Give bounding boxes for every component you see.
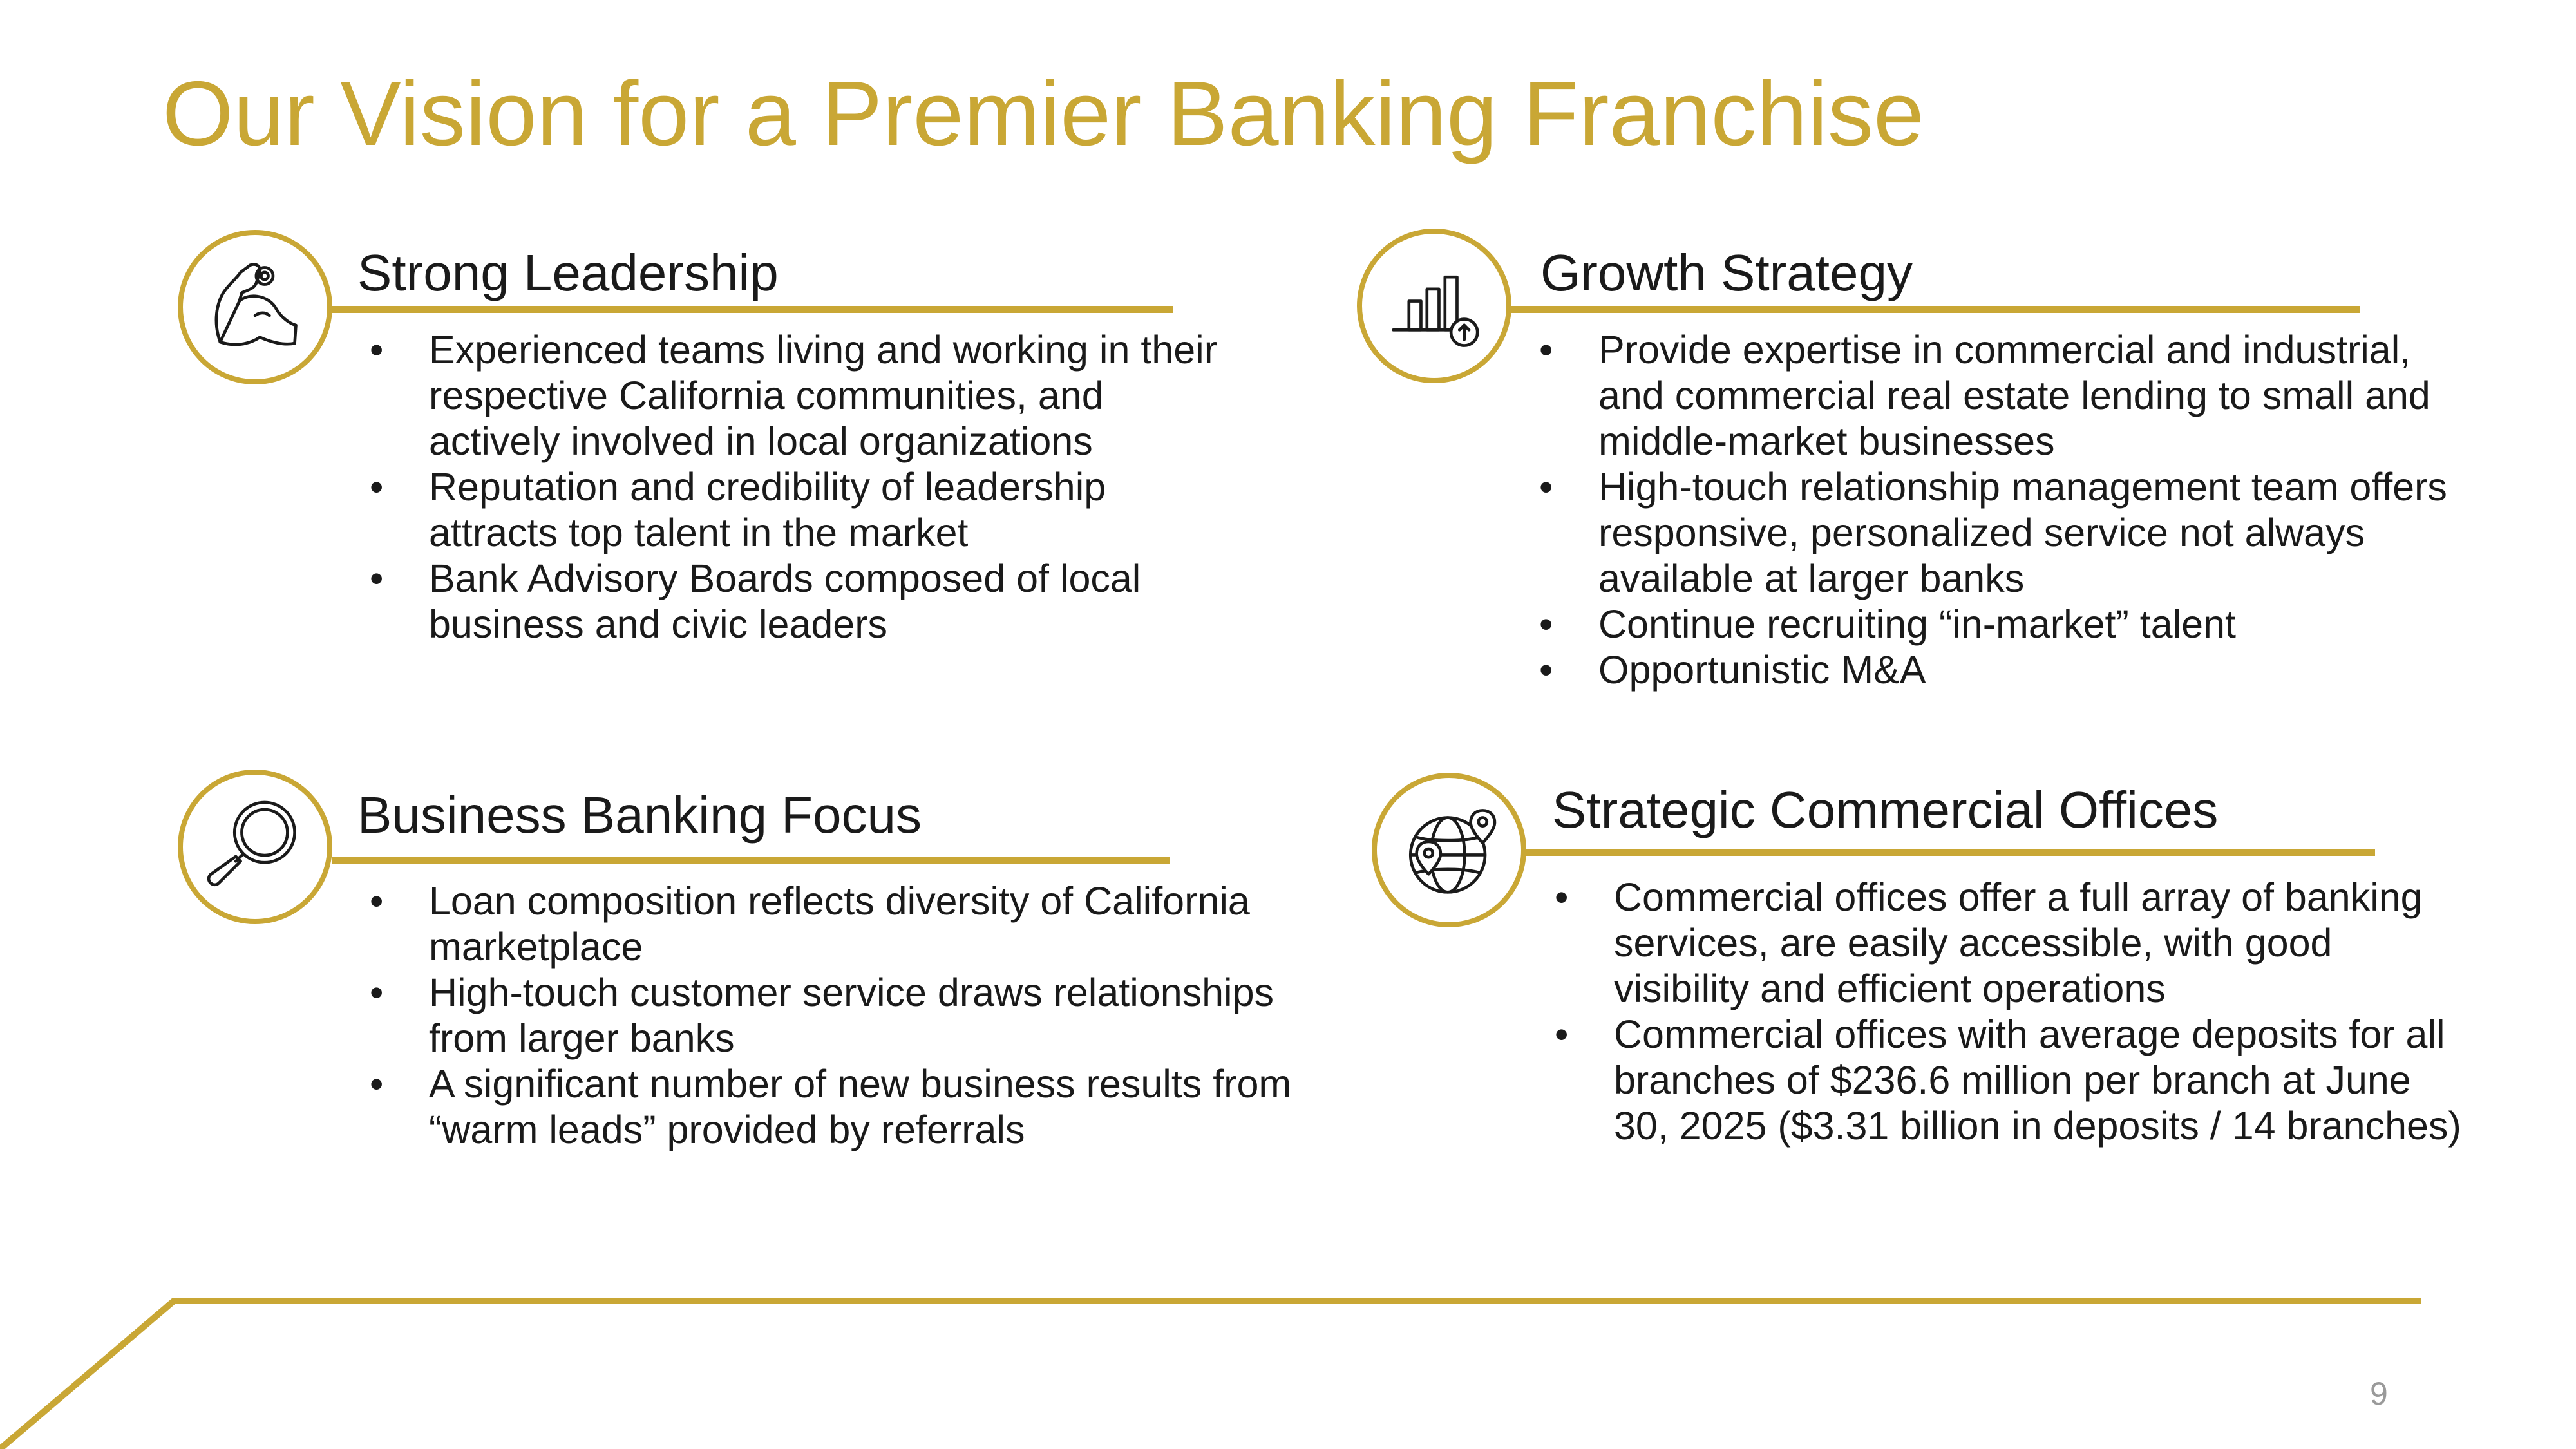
list-item: • High-touch relationship management team offers responsive, personalized service not always available at larger banks [1537,464,2451,601]
list-item: • High-touch customer service draws relationships from larger banks [367,970,1307,1061]
page-number: 9 [2370,1376,2388,1412]
list-item: • Commercial offices with average deposits for all branches of $236.6 million per branch at June 30, 2025 ($3.31 billion in deposits / 14 branches) [1552,1012,2467,1149]
strong-leadership-heading: Strong Leadership [357,244,779,301]
growth-strategy-heading: Growth Strategy [1540,244,1913,301]
strategic-offices-heading: Strategic Commercial Offices [1552,781,2219,838]
list-item: • Opportunistic M&A [1537,647,2451,693]
list-item: • Reputation and credibility of leadership attracts top talent in the market [367,464,1224,556]
list-item: • Continue recruiting “in-market” talent [1537,601,2451,647]
list-item: • A significant number of new business results from “warm leads” provided by referrals [367,1061,1307,1153]
list-item: • Loan composition reflects diversity of California marketplace [367,878,1307,970]
list-item: • Provide expertise in commercial and industrial, and commercial real estate lending to small and middle-market businesses [1537,327,2451,464]
list-item: • Experienced teams living and working in their respective California communities, and actively involved in local organizations [367,327,1224,464]
list-item: • Commercial offices offer a full array of banking services, are easily accessible, with good visibility and efficient operations [1552,875,2467,1012]
slide-title: Our Vision for a Premier Banking Franchise [162,62,1924,165]
list-item: • Bank Advisory Boards composed of local business and civic leaders [367,556,1224,647]
business-banking-heading: Business Banking Focus [357,786,922,844]
